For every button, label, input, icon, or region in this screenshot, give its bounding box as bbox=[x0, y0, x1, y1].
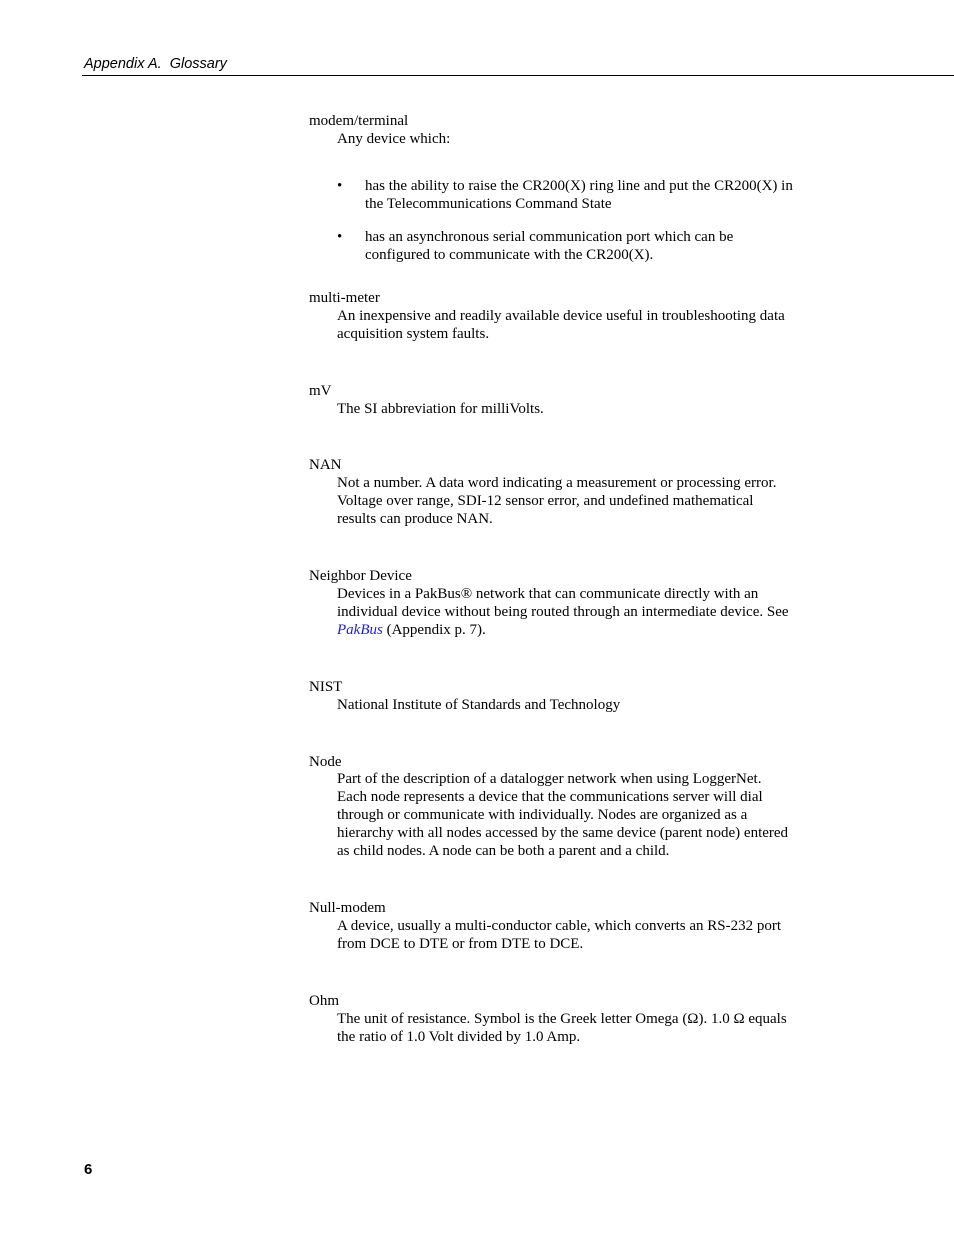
definition-null-modem bbox=[337, 917, 817, 953]
definition-ohm bbox=[337, 1010, 817, 1046]
bullet-line: configured to communicate with the CR200(X). bbox=[365, 247, 654, 263]
term-nan: NAN bbox=[309, 457, 342, 473]
term-multi-meter: multi-meter bbox=[309, 290, 380, 306]
term-neighbor-device: Neighbor Device bbox=[309, 568, 412, 584]
page-number: 6 bbox=[84, 1161, 93, 1178]
definition-nan bbox=[337, 474, 817, 528]
definition-line: An inexpensive and readily available device useful in troubleshooting data bbox=[337, 308, 785, 324]
definition-line: the ratio of 1.0 Volt divided by 1.0 Amp. bbox=[337, 1029, 581, 1045]
definition-multi-meter bbox=[337, 307, 817, 343]
definition-line: Not a number. A data word indicating a measurement or processing error. bbox=[337, 475, 777, 491]
bullet-item-ring-line bbox=[365, 177, 817, 213]
definition-nist bbox=[337, 696, 817, 714]
definition-line: Each node represents a device that the communications server will dial bbox=[337, 789, 763, 805]
definition-line: A device, usually a multi-conductor cable, which converts an RS-232 port bbox=[337, 918, 782, 934]
definition-line: from DCE to DTE or from DTE to DCE. bbox=[337, 936, 584, 952]
definition-line bbox=[337, 621, 817, 639]
definition-line: The unit of resistance. Symbol is the Greek letter Omega (Ω). 1.0 Ω equals bbox=[337, 1011, 787, 1027]
term-ohm: Ohm bbox=[309, 993, 339, 1009]
definition-line-rest: (Appendix p. 7). bbox=[382, 622, 486, 638]
bullet-line: the Telecommunications Command State bbox=[365, 196, 612, 212]
definition-line: Devices in a PakBus® network that can communicate directly with an bbox=[337, 586, 759, 602]
term-null-modem: Null-modem bbox=[309, 900, 386, 916]
term-node: Node bbox=[309, 754, 342, 770]
definition-line: acquisition system faults. bbox=[337, 326, 490, 342]
definition-node bbox=[337, 770, 817, 860]
definition-line: results can produce NAN. bbox=[337, 511, 493, 527]
definition-line: National Institute of Standards and Technology bbox=[337, 697, 621, 713]
definition-line: Voltage over range, SDI-12 sensor error, and undefined mathematical bbox=[337, 493, 754, 509]
definition-line: The SI abbreviation for milliVolts. bbox=[337, 401, 544, 417]
definition-neighbor-device bbox=[337, 585, 817, 639]
definition-line: Part of the description of a datalogger network when using LoggerNet. bbox=[337, 771, 762, 787]
definition-line: as child nodes. A node can be both a parent and a child. bbox=[337, 843, 670, 859]
bullet-line: has the ability to raise the CR200(X) ring line and put the CR200(X) in bbox=[365, 178, 793, 194]
header-divider bbox=[82, 75, 954, 76]
bullet-item-serial-port bbox=[365, 228, 817, 264]
pakbus-link[interactable]: PakBus bbox=[337, 622, 383, 638]
definition-line: hierarchy with all nodes accessed by the same device (parent node) entered bbox=[337, 825, 789, 841]
bullet-line: has an asynchronous serial communication port which can be bbox=[365, 229, 734, 245]
bullet-marker: • bbox=[337, 229, 343, 245]
term-mv: mV bbox=[309, 383, 332, 399]
definition-line: through or communicate with individually. Nodes are organized as a bbox=[337, 807, 748, 823]
header-title: Appendix A. Glossary bbox=[84, 56, 227, 72]
bullet-marker: • bbox=[337, 178, 343, 194]
term-modem-terminal: modem/terminal bbox=[309, 113, 409, 129]
definition-mv bbox=[337, 400, 817, 418]
definition-line: individual device without being routed through an intermediate device. See bbox=[337, 604, 789, 620]
term-nist: NIST bbox=[309, 679, 343, 695]
definition-modem-terminal: Any device which: bbox=[337, 131, 451, 147]
